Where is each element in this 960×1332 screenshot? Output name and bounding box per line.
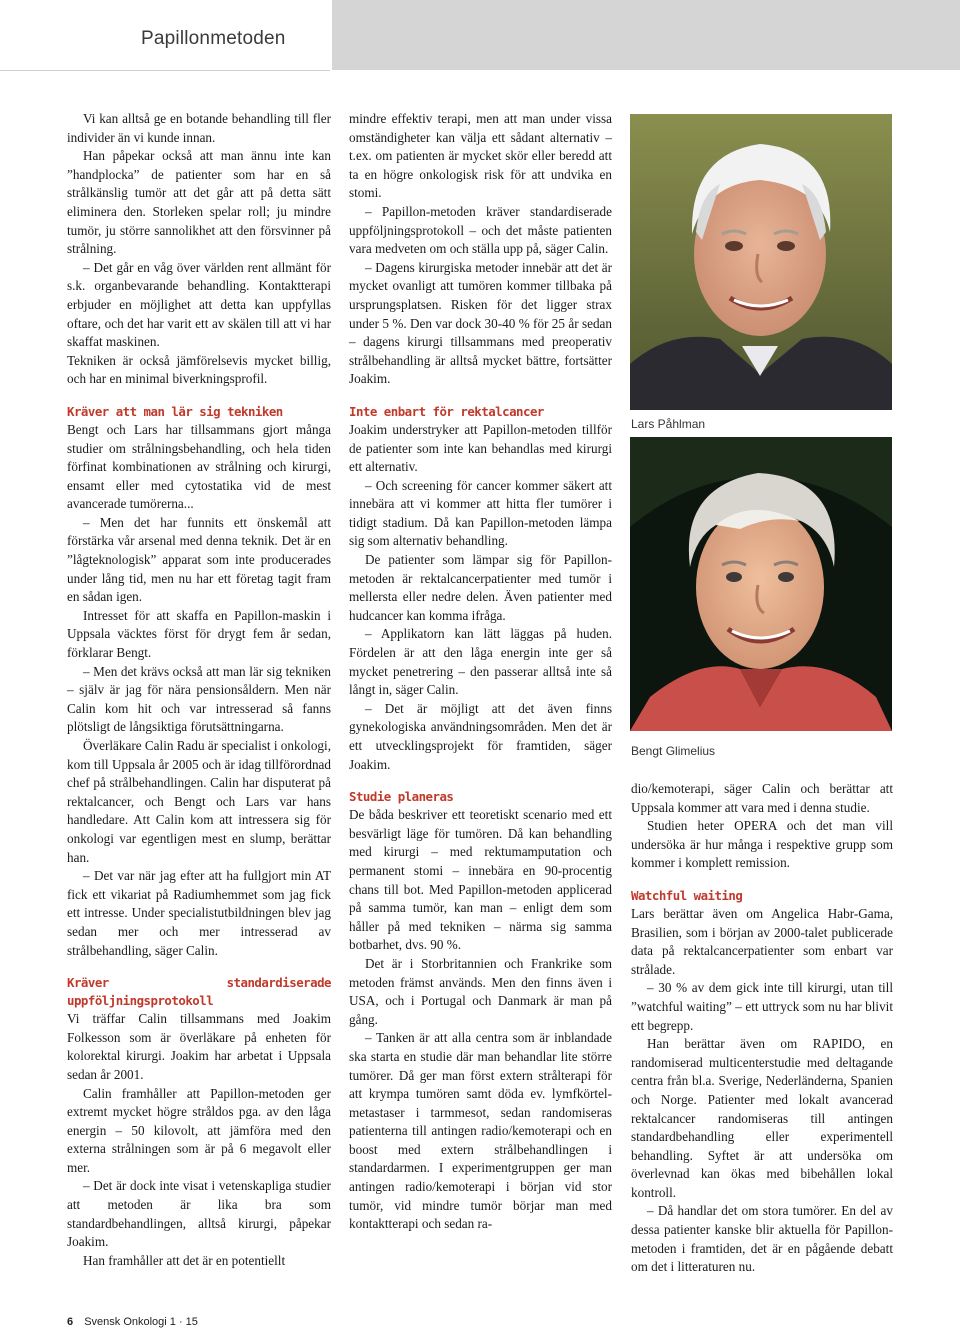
paragraph: dio/kemoterapi, säger Calin och berättar att Uppsala kommer att vara med i denna studie. xyxy=(631,781,893,815)
paragraph: – 30 % av dem gick inte till kirurgi, utan till ”watchful waiting” – ett uttryck som nu har blivit ett begrepp. xyxy=(631,980,893,1033)
paragraph: – Det går en våg över världen rent allmänt för s.k. organbevarande behandling. Kontaktterapi erbjuder en möjlighet att detta kan uppfyllas oftare, och det har varit ett av skälen till att vi har skaffat maskinen. xyxy=(67,259,331,350)
paragraph: Lars berättar även om Angelica Habr-Gama, Brasilien, som i början av 2000-talet publicerade data på rektalcancerpatienter som enbart var strålade. xyxy=(631,905,893,977)
subheading: Watchful waiting xyxy=(631,887,743,903)
photo-caption: Lars Påhlman xyxy=(631,417,706,431)
article-column-1 xyxy=(67,110,331,1270)
article-column-3 xyxy=(631,780,893,1277)
paragraph: Calin framhåller att Papillon-metoden ger extremt mycket högre stråldos pga. av den låga energin – 50 kilovolt, att jämföra med den externa strålningen som är på 6 megavolt eller mer. xyxy=(67,1085,331,1175)
page-number: 6 xyxy=(67,1316,74,1328)
header-band-right xyxy=(332,0,960,70)
paragraph: Bengt och Lars har tillsammans gjort många studier om strålningsbehandling, och hela tiden förfinat kombinationen av strålning och kirurgi, ensamt eller med cytostatika vid de mest avancerade tumörerna... xyxy=(67,421,331,512)
paragraph: – Tanken är att alla centra som är inblandade ska starta en studie där man behandlar lite större tumörer. Då ger man först extern strålterapi för att krympa tumören samt döda ev. lymfkörtel-metastaser i tarmmesot, sedan randomiseras patienterna till antingen radio/kemoterapi och en boost med extern strålbehandlingen i standardarmen. I experimentgruppen ger man antingen radio/kemoterapi i början vid stor tumör, vid mindre tumör börjar man med kontaktterapi och sedan ra- xyxy=(349,1030,612,1232)
subheading: Inte enbart för rektalcancer xyxy=(349,403,544,419)
section-title: Papillonmetoden xyxy=(141,28,286,49)
portrait-photo-lars xyxy=(630,114,892,410)
subheading: Kräver standardiserade uppföljningsprotokoll xyxy=(67,975,331,1009)
paragraph: Intresset för att skaffa en Papillon-maskin i Uppsala väcktes först för drygt fem år sedan, förklarar Bengt. xyxy=(67,607,331,661)
paragraph: – Papillon-metoden kräver standardiserade uppföljningsprotokoll – och det måste patienten vara medveten om och ställa upp på, säger Calin. xyxy=(349,203,612,257)
paragraph: De patienter som lämpar sig för Papillon-metoden är rektalcancerpatienter med tumör i mellersta eller nedre delen. Även patienter med hudcancer kan komma ifråga. xyxy=(349,552,612,623)
paragraph: Vi träffar Calin tillsammans med Joakim Folkesson som är överläkare på enheten för kolorektal kirurgi. Joakim har arbetat i Uppsala sedan år 2001. xyxy=(67,1011,331,1082)
page-footer xyxy=(67,1316,198,1328)
paragraph: Han påpekar också att man ännu inte kan ”handplocka” de patienter som har en så strålkänslig tumör att det går att på detta sätt eliminera den. Storleken spelar roll; ju mindre tumör, ju större sannolikhet att den försvinner på strålning. xyxy=(67,148,331,257)
paragraph: Joakim understryker att Papillon-metoden tillför de patienter som inte kan behandlas med kirurgi ett alternativ. xyxy=(349,421,612,475)
journal-name: Svensk Onkologi 1 · 15 xyxy=(84,1316,198,1328)
paragraph: De båda beskriver ett teoretiskt scenario med ett besvärligt läge för tumören. Då kan behandling med kirurgi – med rektumamputation och permanent stomi – innebära en 90-procentig chans till bot. Med Papillon-metoden applicerad på samma tumör, kan man – enligt dem som håller på med tekniken – närma sig samma botbarhet, dvs. 90 %. xyxy=(349,807,612,953)
paragraph: – Det är dock inte visat i vetenskapliga studier att metoden är lika bra som standardbehandlingen, alltså kirurgi, påpekar Joakim. xyxy=(67,1178,331,1250)
paragraph: – Applikatorn kan lätt läggas på huden. Fördelen är att den låga energin inte ger så mycket penetrering – den passerar alltså inte så långt in, säger Calin. xyxy=(349,626,612,698)
photo-caption: Bengt Glimelius xyxy=(631,744,716,758)
paragraph: – Då handlar det om stora tumörer. En del av dessa patienter kanske blir aktuella för Papillon-metoden i framtiden, det är en pågående debatt om det i litteraturen nu. xyxy=(631,1203,893,1275)
portrait-photo-bengt xyxy=(630,437,892,731)
paragraph: – Men det har funnits ett önskemål att förstärka vår arsenal med denna teknik. Det är en ”lågteknologisk” apparat som inte producerades under lång tid, men nu har ett företag tagit fram en sådan igen. xyxy=(67,514,331,605)
paragraph: – Det var när jag efter att ha fullgjort min AT fick ett vikariat på Radiumhemmet som jag fick ett intresse. Under specialistutbildningen blev jag sedan mer och mer intresserad av strålbehandling, säger Calin. xyxy=(67,868,331,958)
paragraph: Överläkare Calin Radu är specialist i onkologi, kom till Uppsala år 2005 och är idag tillförordnad chef på strålbehandlingen. Calin har disputerat på rektalcancer, och Bengt och Lars var hans handledare. Att Calin kom att intressera sig för onkologi var egentligen mest en slump, berättar han. xyxy=(67,738,331,865)
paragraph: Det är i Storbritannien och Frankrike som metoden främst används. Men den finns även i USA, och i Portugal och Danmark är man på gång. xyxy=(349,955,612,1027)
portrait-illustration xyxy=(630,437,892,731)
paragraph: – Och screening för cancer kommer säkert att innebära att vi kommer att hitta fler tumörer i tidigt stadium. Då kan Papillon-metoden lämpa sig som alternativ behandling. xyxy=(349,477,612,549)
paragraph: Han framhåller att det är en potentiellt xyxy=(83,1252,286,1268)
paragraph: – Dagens kirurgiska metoder innebär att det är mycket ovanligt att tumören kommer tillbaka på ursprungsplatsen. Risken för det ligger strax under 5 %. Den var dock 30-40 % för 25 år sedan – dagens kirurgi tillsammans med preoperativ strålbehandling är alltså mycket bättre, fortsätter Joakim. xyxy=(349,259,612,387)
paragraph: Studien heter OPERA och det man vill undersöka är hur många i respektive grupp som kommer i komplett remission. xyxy=(631,818,893,871)
paragraph: Tekniken är också jämförelsevis mycket billig, och har en minimal biverkningsprofil. xyxy=(67,352,331,387)
portrait-illustration xyxy=(630,114,892,410)
subheading: Studie planeras xyxy=(349,789,454,805)
paragraph: – Det är möjligt att det även finns gynekologiska användningsområden. Men det är ett utvecklingsprojekt för framtiden, säger Joakim. xyxy=(349,700,612,772)
subheading: Kräver att man lär sig tekniken xyxy=(67,403,283,419)
paragraph: Han berättar även om RAPIDO, en randomiserad multicenterstudie med deltagande centra från bl.a. Sverige, Nederländerna, Spanien och Norge. Patienter med lokalt avancerad rektalcancer randomiseras till antingen standardbehandling eller experimentell behandling. Syftet är att undersöka om överlevnad kan ökas med bibehållen lokal kontroll. xyxy=(631,1036,893,1200)
article-column-2 xyxy=(349,110,612,1234)
paragraph: mindre effektiv terapi, men att man under vissa omständigheter kan välja ett sådant alternativ – t.ex. om patienten är mycket skör eller beredd att ta en högre onkologisk risk för att undvika en stomi. xyxy=(349,111,612,201)
paragraph: Vi kan alltså ge en botande behandling till fler individer än vi kunde innan. xyxy=(67,111,331,145)
paragraph: – Men det krävs också att man lär sig tekniken – själv är jag för nära pensionsåldern. Men när Calin kom hit och var intresserad så fanns plötsligt de långsiktiga förutsättningarna. xyxy=(67,663,331,735)
